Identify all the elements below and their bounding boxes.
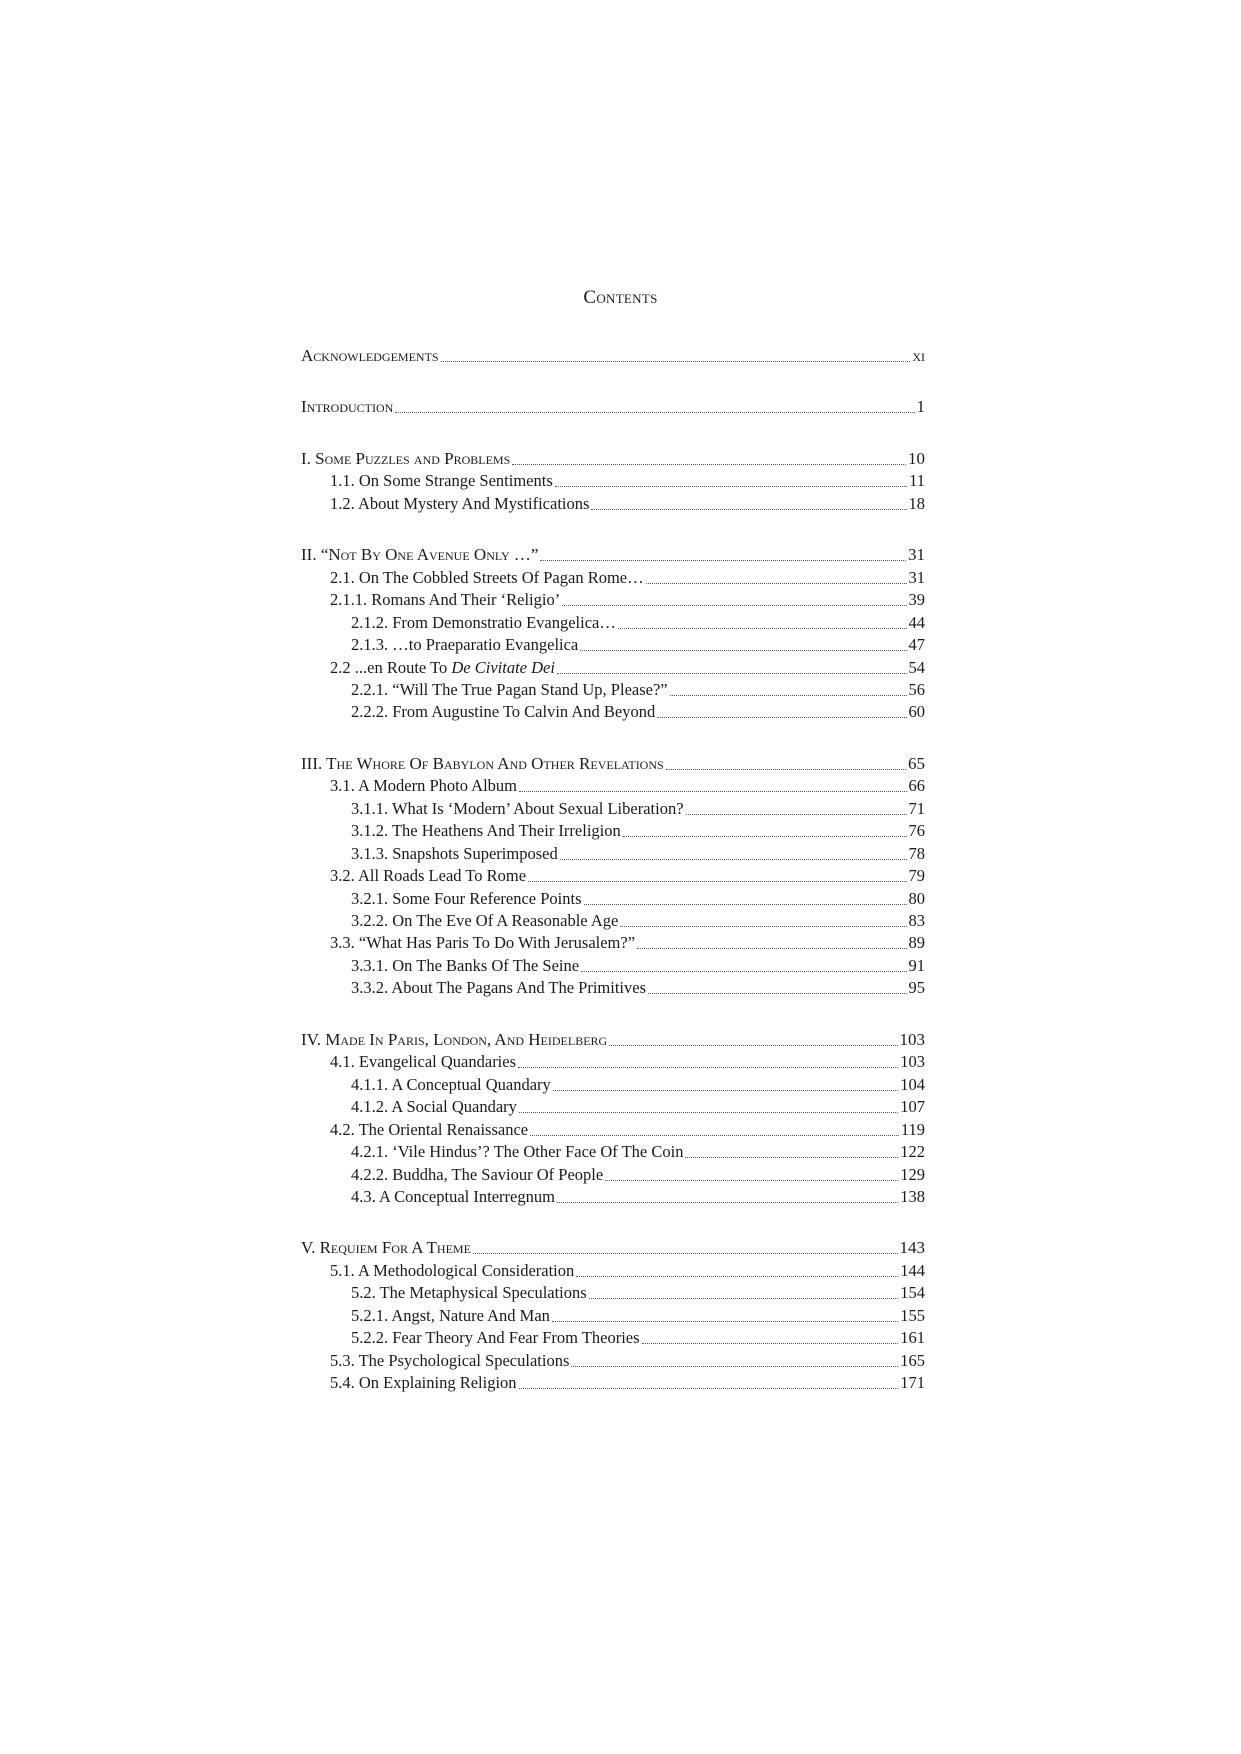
entry-label: 3.3. “What Has Paris To Do With Jerusalem?”	[330, 933, 636, 953]
dot-leader	[618, 628, 907, 629]
dot-leader	[528, 881, 906, 882]
dot-leader	[530, 1135, 899, 1136]
entry-label: II. “Not By One Avenue Only …”	[301, 545, 539, 565]
entry-label: I. Some Puzzles and Problems	[301, 448, 511, 468]
entry-label: III. The Whore Of Babylon And Other Revelations	[301, 753, 664, 773]
toc-subsection-entry[interactable]	[301, 1371, 925, 1393]
page-number: 80	[908, 888, 925, 908]
entry-label: 4.2. The Oriental Renaissance	[330, 1119, 529, 1139]
entry-label: 2.1.1. Romans And Their ‘Religio’	[330, 590, 561, 610]
dot-leader	[648, 993, 906, 994]
page-number: 103	[899, 1029, 925, 1049]
dot-leader	[685, 1157, 898, 1158]
entry-label: 3.2.2. On The Eve Of A Reasonable Age	[351, 911, 619, 930]
page-number: 60	[908, 702, 925, 722]
entry-label: 2.1. On The Cobbled Streets Of Pagan Rome…	[330, 567, 644, 587]
dot-leader	[581, 971, 906, 972]
toc-subsection-entry[interactable]	[301, 1073, 925, 1095]
entry-label: 4.3. A Conceptual Interregnum	[351, 1186, 555, 1206]
dot-leader	[637, 948, 906, 949]
page-number: 10	[908, 448, 925, 468]
dot-leader	[441, 361, 911, 362]
page-number: 31	[908, 567, 925, 587]
entry-label: 3.2. All Roads Lead To Rome	[330, 866, 527, 886]
page-number: xi	[912, 346, 925, 365]
toc-section-entry[interactable]	[301, 395, 925, 417]
dot-leader	[623, 836, 907, 837]
entry-label: 5.2.2. Fear Theory And Fear From Theories	[351, 1328, 640, 1348]
entry-label: 4.2.1. ‘Vile Hindus’? The Other Face Of The Coin	[351, 1142, 684, 1162]
dot-leader	[609, 1045, 897, 1046]
toc-subsection-entry[interactable]	[301, 700, 925, 722]
page-number: 165	[900, 1350, 925, 1370]
page-number: 1	[916, 397, 925, 417]
dot-leader	[686, 814, 907, 815]
page-number: 76	[908, 821, 925, 841]
entry-label: 1.1. On Some Strange Sentiments	[330, 471, 553, 491]
entry-label: V. Requiem For A Theme	[301, 1238, 471, 1258]
dot-leader	[580, 650, 906, 651]
toc-section-entry[interactable]	[301, 344, 925, 366]
toc-subsection-entry[interactable]	[301, 909, 925, 931]
toc-subsection-entry[interactable]	[301, 1304, 925, 1326]
toc-section-entry[interactable]	[301, 447, 925, 469]
toc-subsection-entry[interactable]	[301, 1259, 925, 1281]
toc-subsection-entry[interactable]	[301, 774, 925, 796]
toc-subsection-entry[interactable]	[301, 797, 925, 819]
entry-label: 4.1.2. A Social Quandary	[351, 1097, 517, 1117]
dot-leader	[518, 1067, 898, 1068]
page-number: 143	[899, 1238, 925, 1258]
toc-subsection-entry[interactable]	[301, 819, 925, 841]
entry-label: 4.1. Evangelical Quandaries	[330, 1052, 517, 1072]
page-number: 161	[900, 1328, 925, 1348]
toc-subsection-entry[interactable]	[301, 588, 925, 610]
entry-label: 3.1.1. What Is ‘Modern’ About Sexual Liberation?	[351, 798, 684, 818]
page-number: 104	[900, 1074, 925, 1094]
dot-leader	[591, 509, 906, 510]
entry-label: 3.1.3. Snapshots Superimposed	[351, 843, 558, 863]
entry-label: 5.2.1. Angst, Nature And Man	[351, 1305, 550, 1325]
page-number: 71	[908, 798, 925, 818]
entry-label: IV. Made In Paris, London, And Heidelberg	[301, 1029, 608, 1049]
entry-label: 4.1.1. A Conceptual Quandary	[351, 1074, 551, 1094]
toc-subsection-entry[interactable]	[301, 842, 925, 864]
entry-label: 3.3.2. About The Pagans And The Primitives	[351, 978, 647, 998]
entry-label: 5.4. On Explaining Religion	[330, 1373, 517, 1393]
entry-label: 5.2. The Metaphysical Speculations	[351, 1283, 587, 1303]
toc-subsection-entry[interactable]	[301, 976, 925, 998]
dot-leader	[646, 583, 907, 584]
dot-leader	[576, 1276, 898, 1277]
page-number: 171	[900, 1373, 925, 1393]
page-number: 144	[900, 1260, 925, 1280]
toc-section-entry[interactable]	[301, 1028, 925, 1050]
dot-leader	[560, 859, 907, 860]
page-number: 39	[908, 590, 925, 610]
toc-subsection-entry[interactable]	[301, 931, 925, 953]
dot-leader	[589, 1298, 899, 1299]
toc-subsection-entry[interactable]	[301, 492, 925, 514]
toc-subsection-entry[interactable]	[301, 678, 925, 700]
page-number: 107	[900, 1097, 925, 1117]
page-number: 138	[900, 1186, 925, 1206]
entry-label: 3.1.2. The Heathens And Their Irreligion	[351, 821, 621, 841]
dot-leader	[562, 605, 906, 606]
toc-subsection-entry[interactable]	[301, 1118, 925, 1140]
page-number: 155	[900, 1305, 925, 1325]
entry-label: 2.2 ...en Route To De Civitate Dei	[330, 657, 555, 677]
dot-leader	[519, 1388, 899, 1389]
dot-leader	[473, 1253, 898, 1254]
page-number: 56	[908, 679, 925, 699]
page-title: Contents	[583, 287, 658, 308]
page-number: 78	[908, 843, 925, 863]
page-number: 95	[908, 978, 925, 998]
toc-subsection-entry[interactable]	[301, 864, 925, 886]
entry-label: 3.3.1. On The Banks Of The Seine	[351, 955, 580, 975]
page-number: 91	[908, 955, 925, 975]
toc-subsection-entry[interactable]	[301, 1349, 925, 1371]
entry-label: 5.3. The Psychological Speculations	[330, 1350, 570, 1370]
dot-leader	[395, 412, 914, 413]
toc-subsection-entry[interactable]	[301, 469, 925, 491]
toc-subsection-entry[interactable]	[301, 633, 925, 655]
toc-subsection-entry[interactable]	[301, 1185, 925, 1207]
toc-subsection-entry[interactable]	[301, 887, 925, 909]
page-number: 11	[909, 471, 925, 491]
page-number: 129	[900, 1164, 925, 1184]
dot-leader	[605, 1180, 898, 1181]
toc-subsection-entry[interactable]	[301, 954, 925, 976]
entry-label: 4.2.2. Buddha, The Saviour Of People	[351, 1164, 604, 1184]
dot-leader	[557, 1202, 898, 1203]
page-number: 103	[900, 1052, 925, 1072]
page-number: 79	[908, 866, 925, 886]
entry-label: 2.2.2. From Augustine To Calvin And Beyond	[351, 702, 656, 722]
entry-label: 2.1.3. …to Praeparatio Evangelica	[351, 635, 579, 655]
page-number: 154	[900, 1283, 925, 1303]
entry-label: 3.2.1. Some Four Reference Points	[351, 888, 582, 908]
entry-label: 3.1. A Modern Photo Album	[330, 776, 518, 796]
toc-subsection-entry[interactable]	[301, 1140, 925, 1162]
entry-label: 2.2.1. “Will The True Pagan Stand Up, Please?”	[351, 679, 668, 699]
entry-label: 5.1. A Methodological Consideration	[330, 1260, 575, 1280]
page-number: 65	[908, 753, 925, 773]
page-number: 83	[908, 911, 925, 930]
page-number: 119	[900, 1119, 925, 1139]
dot-leader	[540, 560, 906, 561]
dot-leader	[666, 769, 906, 770]
page-number: 89	[908, 933, 925, 953]
dot-leader	[571, 1366, 898, 1367]
dot-leader	[584, 904, 907, 905]
dot-leader	[512, 464, 906, 465]
toc-subsection-entry[interactable]	[301, 566, 925, 588]
entry-label: Acknowledgements	[301, 346, 439, 365]
toc-subsection-entry[interactable]	[301, 611, 925, 633]
dot-leader	[557, 673, 907, 674]
dot-leader	[555, 486, 907, 487]
toc-section-entry[interactable]	[301, 543, 925, 565]
toc-section-entry[interactable]	[301, 752, 925, 774]
dot-leader	[657, 717, 906, 718]
page-number: 66	[908, 776, 925, 796]
toc-subsection-entry[interactable]	[301, 1326, 925, 1348]
entry-label: 1.2. About Mystery And Mystifications	[330, 493, 590, 513]
page-number: 122	[900, 1142, 925, 1162]
page-number: 54	[908, 657, 925, 677]
dot-leader	[642, 1343, 899, 1344]
toc-section-entry[interactable]	[301, 1236, 925, 1258]
dot-leader	[519, 791, 906, 792]
dot-leader	[552, 1321, 898, 1322]
dot-leader	[519, 1112, 898, 1113]
page-number: 31	[908, 545, 925, 565]
page-number: 18	[908, 493, 925, 513]
toc-subsection-entry[interactable]	[301, 1281, 925, 1303]
toc-subsection-entry[interactable]	[301, 1095, 925, 1117]
page-number: 44	[908, 612, 925, 632]
toc-subsection-entry[interactable]	[301, 1050, 925, 1072]
dot-leader	[553, 1090, 898, 1091]
dot-leader	[620, 926, 906, 927]
toc-subsection-entry[interactable]	[301, 1163, 925, 1185]
entry-label: 2.1.2. From Demonstratio Evangelica…	[351, 612, 616, 632]
dot-leader	[670, 695, 907, 696]
toc-subsection-entry[interactable]	[301, 656, 925, 678]
entry-label: Introduction	[301, 397, 394, 417]
page-number: 47	[908, 635, 925, 655]
